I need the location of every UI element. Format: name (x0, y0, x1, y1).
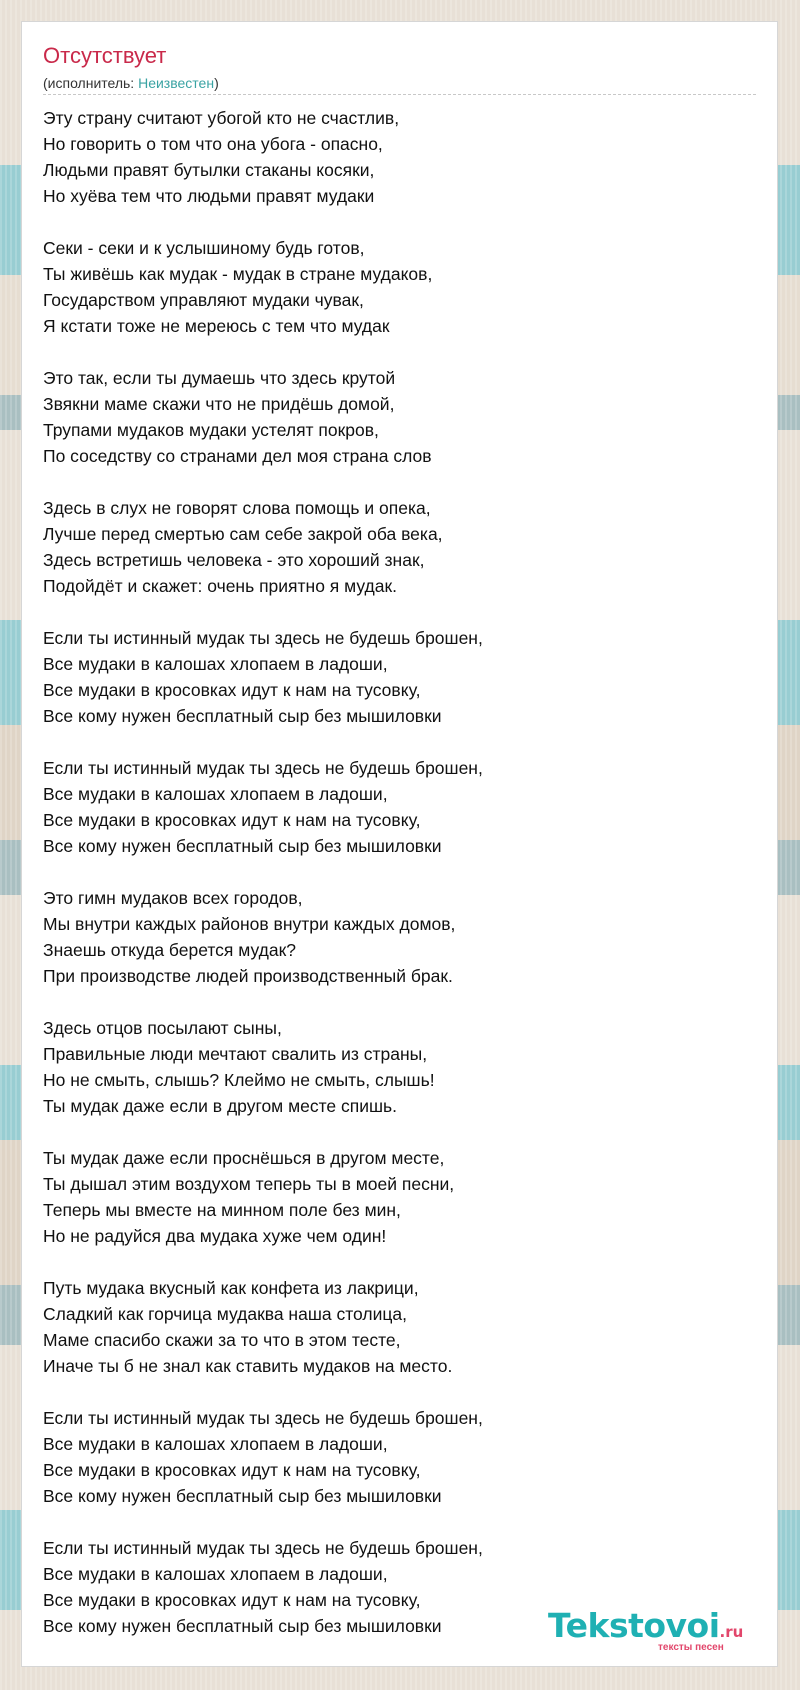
lyrics-line: Если ты истинный мудак ты здесь не будешь брошен, (43, 1408, 483, 1428)
lyrics-line: Все кому нужен бесплатный сыр без мышиловки (43, 1486, 442, 1506)
lyrics-stanza (43, 755, 763, 859)
lyrics-line: Если ты истинный мудак ты здесь не будешь брошен, (43, 758, 483, 778)
lyrics-line: Знаешь откуда берется мудак? (43, 940, 296, 960)
lyrics-line: Это так, если ты думаешь что здесь крутой (43, 368, 396, 388)
lyrics-line: Ты мудак даже если в другом месте спишь. (43, 1096, 398, 1116)
lyrics-line: Мы внутри каждых районов внутри каждых домов, (43, 914, 456, 934)
lyrics-line: Если ты истинный мудак ты здесь не будешь брошен, (43, 628, 483, 648)
lyrics-line: Ты живёшь как мудак - мудак в стране мудаков, (43, 264, 433, 284)
lyrics-line: Теперь мы вместе на минном поле без мин, (43, 1200, 401, 1220)
lyrics-line: Я кстати тоже не мереюсь с тем что мудак (43, 316, 390, 336)
lyrics-line: Лучше перед смертью сам себе закрой оба века, (43, 524, 443, 544)
logo-main-text: Tekstovoi (548, 1606, 720, 1645)
lyrics-stanza (43, 235, 763, 339)
lyrics-stanza (43, 885, 763, 989)
lyrics-stanza (43, 1145, 763, 1249)
lyrics-stanza (43, 625, 763, 729)
lyrics-line: Все мудаки в калошах хлопаем в ладоши, (43, 654, 388, 674)
lyrics-line: Все кому нужен бесплатный сыр без мышиловки (43, 706, 442, 726)
lyrics-line: Но не смыть, слышь? Клеймо не смыть, слышь! (43, 1070, 435, 1090)
lyrics-stanza (43, 365, 763, 469)
lyrics-line: Все мудаки в кросовках идут к нам на тусовку, (43, 1460, 421, 1480)
artist-suffix: ) (214, 75, 219, 91)
lyrics-stanza (43, 1275, 763, 1379)
lyrics-line: Но хуёва тем что людьми правят мудаки (43, 186, 375, 206)
lyrics-line: Трупами мудаков мудаки устелят покров, (43, 420, 379, 440)
lyrics-line: Эту страну считают убогой кто не счастлив, (43, 108, 400, 128)
lyrics-line: Но говорить о том что она убога - опасно, (43, 134, 383, 154)
lyrics-line: Секи - секи и к услышиному будь готов, (43, 238, 365, 258)
lyrics-line: Сладкий как горчица мудаква наша столица, (43, 1304, 407, 1324)
lyrics-line: Маме спасибо скажи за то что в этом тесте, (43, 1330, 401, 1350)
lyrics-stanza (43, 105, 763, 209)
lyrics-line: Все мудаки в калошах хлопаем в ладоши, (43, 784, 388, 804)
lyrics-stanza (43, 495, 763, 599)
lyrics-line: Все мудаки в калошах хлопаем в ладоши, (43, 1564, 388, 1584)
lyrics-line: Путь мудака вкусный как конфета из лакрици, (43, 1278, 419, 1298)
header-divider (43, 94, 756, 95)
lyrics-line: Все кому нужен бесплатный сыр без мышиловки (43, 1616, 442, 1636)
lyrics-card (21, 21, 778, 1667)
artist-prefix: (исполнитель: (43, 75, 139, 91)
artist-link[interactable]: Неизвестен (138, 75, 215, 91)
lyrics-line: Здесь встретишь человека - это хороший знак, (43, 550, 425, 570)
lyrics-line: Все кому нужен бесплатный сыр без мышиловки (43, 836, 442, 856)
lyrics-line: Ты дышал этим воздухом теперь ты в моей песни, (43, 1174, 455, 1194)
lyrics-line: Это гимн мудаков всех городов, (43, 888, 303, 908)
lyrics-line: Людьми правят бутылки стаканы косяки, (43, 160, 375, 180)
lyrics-line: Все мудаки в кросовках идут к нам на тусовку, (43, 810, 421, 830)
lyrics-line: Правильные люди мечтают свалить из страны, (43, 1044, 428, 1064)
lyrics-line: Здесь отцов посылают сыны, (43, 1018, 282, 1038)
lyrics-line: Если ты истинный мудак ты здесь не будешь брошен, (43, 1538, 483, 1558)
lyrics-line: Все мудаки в кросовках идут к нам на тусовку, (43, 680, 421, 700)
lyrics-line: Но не радуйся два мудака хуже чем один! (43, 1226, 387, 1246)
lyrics-line: Все мудаки в калошах хлопаем в ладоши, (43, 1434, 388, 1454)
artist-line (43, 74, 219, 92)
lyrics-line: Все мудаки в кросовках идут к нам на тусовку, (43, 1590, 421, 1610)
logo-tagline: тексты песен (658, 1642, 724, 1653)
logo-tld: .ru (719, 1623, 744, 1641)
lyrics-line: Подойдёт и скажет: очень приятно я мудак. (43, 576, 397, 596)
lyrics-body (43, 105, 763, 1665)
lyrics-line: Здесь в слух не говорят слова помощь и опека, (43, 498, 431, 518)
song-title: Отсутствует (43, 43, 167, 68)
lyrics-stanza (43, 1405, 763, 1509)
lyrics-line: Ты мудак даже если проснёшься в другом месте, (43, 1148, 445, 1168)
lyrics-line: При производстве людей производственный брак. (43, 966, 453, 986)
lyrics-line: Иначе ты б не знал как ставить мудаков на место. (43, 1356, 453, 1376)
lyrics-line: Звякни маме скажи что не придёшь домой, (43, 394, 395, 414)
lyrics-line: По соседству со странами дел моя страна слов (43, 446, 432, 466)
lyrics-stanza (43, 1015, 763, 1119)
lyrics-line: Государством управляют мудаки чувак, (43, 290, 364, 310)
site-logo[interactable] (548, 1607, 778, 1657)
